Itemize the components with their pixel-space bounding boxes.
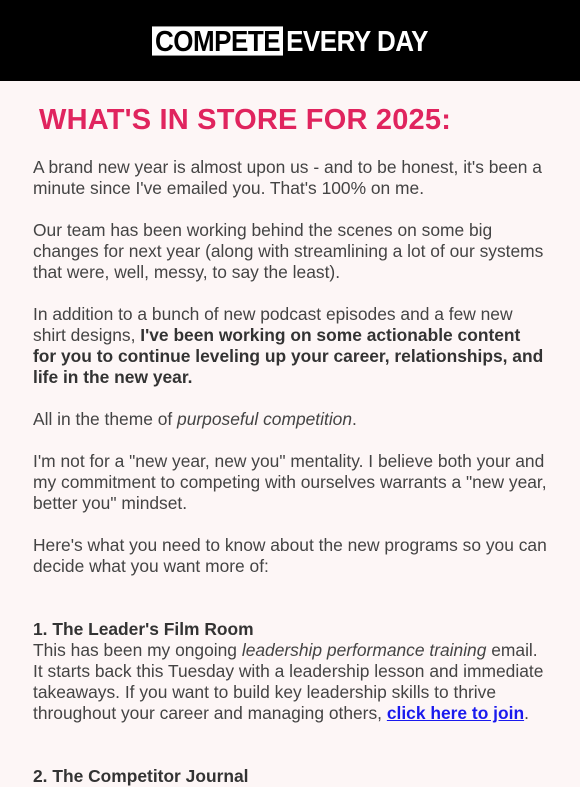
intro-paragraph: A brand new year is almost upon us - and to be honest, it's been a minute since I've emailed you. That's 100% on me. bbox=[33, 157, 542, 198]
programs-intro-paragraph: Here's what you need to know about the new programs so you can decide what you want more of: bbox=[33, 535, 547, 576]
section-italic: leadership performance training bbox=[241, 640, 487, 660]
section-text-end: . bbox=[524, 703, 529, 723]
theme-end: . bbox=[352, 409, 357, 429]
theme-paragraph bbox=[33, 409, 547, 430]
email-header bbox=[0, 0, 580, 81]
content-paragraph-bold: I've been working on some actionable content for you to continue leveling up your career, relationships, and life in the new year. bbox=[33, 325, 544, 387]
section-title: 2. The Competitor Journal bbox=[33, 766, 249, 786]
logo-plain-text: EVERY DAY bbox=[286, 23, 429, 58]
email-body bbox=[0, 81, 580, 787]
theme-text: All in the theme of bbox=[33, 409, 178, 429]
page-title: WHAT'S IN STORE FOR 2025: bbox=[39, 104, 452, 136]
section-competitor-journal bbox=[33, 766, 547, 787]
content-paragraph bbox=[33, 304, 547, 388]
team-paragraph: Our team has been working behind the scenes on some big changes for next year (along with streamlining a lot of our systems that were, well, messy, to say the least). bbox=[33, 220, 544, 282]
content-paragraph-text: In addition to a bunch of new podcast episodes and a few new shirt designs, bbox=[33, 304, 513, 345]
compete-every-day-logo[interactable] bbox=[152, 23, 429, 58]
section-text: This has been my ongoing bbox=[33, 640, 242, 660]
section-leaders-film-room bbox=[33, 619, 547, 724]
mindset-paragraph: I'm not for a "new year, new you" mentality. I believe both your and my commitment to competing with ourselves warrants a "new year, better you" mindset. bbox=[33, 451, 547, 513]
section-title: 1. The Leader's Film Room bbox=[33, 619, 254, 639]
theme-italic: purposeful competition bbox=[177, 409, 353, 429]
logo-boxed-text: COMPETE bbox=[152, 26, 283, 55]
section-text-mid: email. It starts back this Tuesday with a leadership lesson and immediate takeaways. If you want to build key leadership skills to thrive throughout your career and managing others, bbox=[33, 640, 544, 723]
join-link[interactable]: click here to join bbox=[386, 703, 525, 723]
